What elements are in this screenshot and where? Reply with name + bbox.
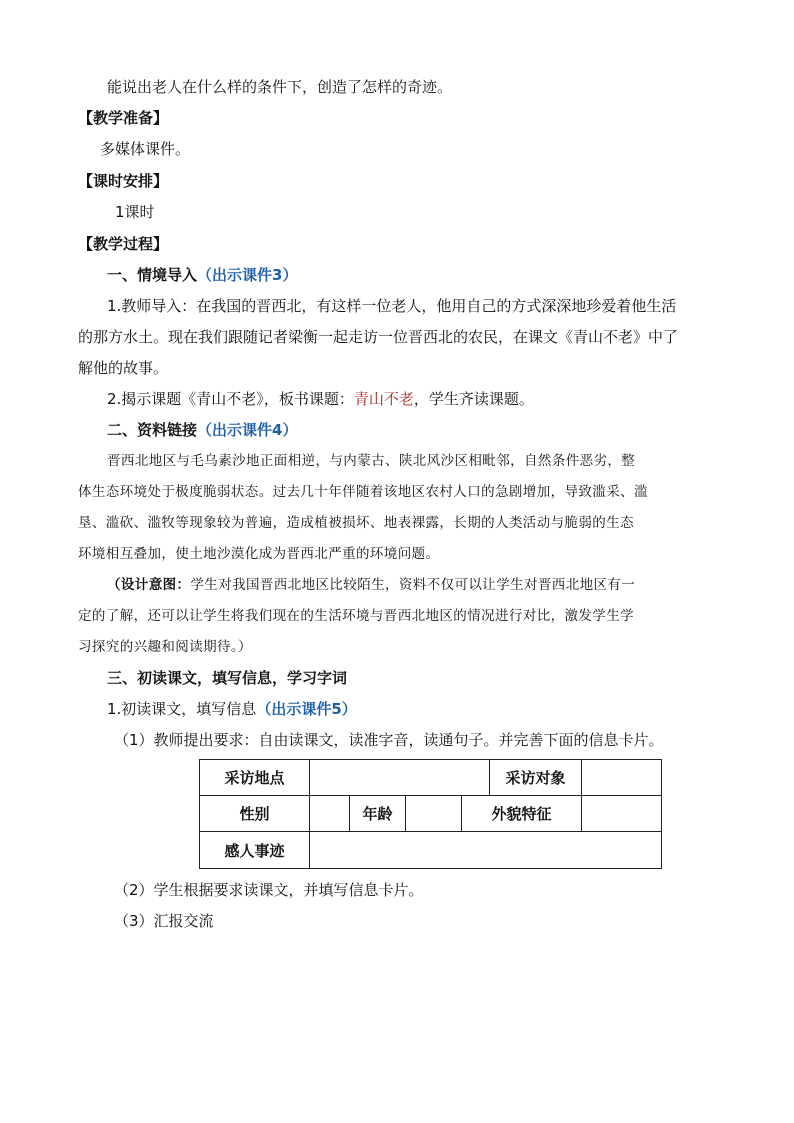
section1-p2 (107, 389, 534, 409)
section2-heading (107, 420, 297, 440)
card-row-1 (200, 760, 662, 796)
schedule-text: 1课时 (115, 203, 155, 221)
section3-step1 (107, 699, 357, 719)
section2-line2: 体生态环境处于极度脆弱状态。过去几十年伴随着该地区农村人口的急剧增加，导致滥采、滥 (78, 484, 648, 500)
section1-p1-line3: 解他的故事。 (78, 359, 169, 377)
deeds-label: 感人事迹 (200, 832, 310, 869)
target-value-cell[interactable] (582, 760, 662, 796)
section3-step1-text: 1.初读课文，填写信息 (107, 700, 257, 718)
design-intent-label: （设计意图： (107, 577, 191, 593)
section3-step1-tag: （出示课件5） (256, 700, 357, 718)
objective-line: 能说出老人在什么样的条件下，创造了怎样的奇迹。 (107, 78, 453, 96)
prep-heading: 【教学准备】 (78, 109, 169, 127)
location-label: 采访地点 (200, 760, 310, 796)
design-intent-line2: 定的了解，还可以让学生将我们现在的生活环境与晋西北地区的情况进行对比，激发学生学 (78, 608, 634, 624)
schedule-heading: 【课时安排】 (78, 172, 169, 190)
gender-value-cell[interactable] (310, 796, 350, 832)
target-label: 采访对象 (490, 760, 582, 796)
instruction-3: （3）汇报交流 (114, 912, 214, 930)
section2-line3: 垦、滥砍、滥牧等现象较为普遍，造成植被损坏、地表裸露，长期的人类活动与脆弱的生态 (78, 515, 634, 531)
card-row-3 (200, 832, 662, 869)
section1-p1-line1: 1.教师导入：在我国的晋西北，有这样一位老人，他用自己的方式深深地珍爱着他生活 (107, 297, 677, 315)
appearance-value-cell[interactable] (582, 796, 662, 832)
age-label: 年龄 (350, 796, 406, 832)
process-heading: 【教学过程】 (78, 235, 169, 253)
instruction-2: （2）学生根据要求读课文，并填写信息卡片。 (114, 881, 424, 899)
card-row-2 (200, 796, 662, 832)
section1-heading (107, 265, 297, 285)
section2-title: 二、资料链接 (107, 421, 198, 439)
design-intent-line1 (107, 575, 635, 595)
section1-p2-pre: 2.揭示课题《青山不老》，板书课题： (107, 390, 354, 408)
section2-tag: （出示课件4） (197, 421, 298, 439)
section1-title: 一、情境导入 (107, 266, 198, 284)
section1-tag: （出示课件3） (197, 266, 298, 284)
appearance-label: 外貌特征 (462, 796, 582, 832)
section1-p1-line2: 的那方水土。现在我们跟随记者梁衡一起走访一位晋西北的农民，在课文《青山不老》中了 (78, 328, 679, 346)
design-intent-line3: 习探究的兴趣和阅读期待。） (78, 639, 252, 655)
deeds-value-cell[interactable] (310, 832, 662, 869)
info-card-table (199, 759, 662, 869)
design-intent-text1: 学生对我国晋西北地区比较陌生，资料不仅可以让学生对晋西北地区有一 (190, 577, 636, 593)
section1-p2-post: ，学生齐读课题。 (413, 390, 534, 408)
age-value-cell[interactable] (406, 796, 462, 832)
section3-title: 三、初读课文，填写信息，学习字词 (107, 669, 348, 687)
instruction-1: （1）教师提出要求：自由读课文，读准字音，读通句子。并完善下面的信息卡片。 (114, 731, 664, 749)
prep-text: 多媒体课件。 (100, 140, 191, 158)
section2-line4: 环境相互叠加，使土地沙漠化成为晋西北严重的环境问题。 (78, 546, 440, 562)
gender-label: 性别 (200, 796, 310, 832)
section2-line1: 晋西北地区与毛乌素沙地正面相逆，与内蒙古、陕北风沙区相毗邻，自然条件恶劣，整 (107, 453, 636, 469)
board-title: 青山不老 (353, 390, 414, 408)
location-value-cell[interactable] (310, 760, 490, 796)
